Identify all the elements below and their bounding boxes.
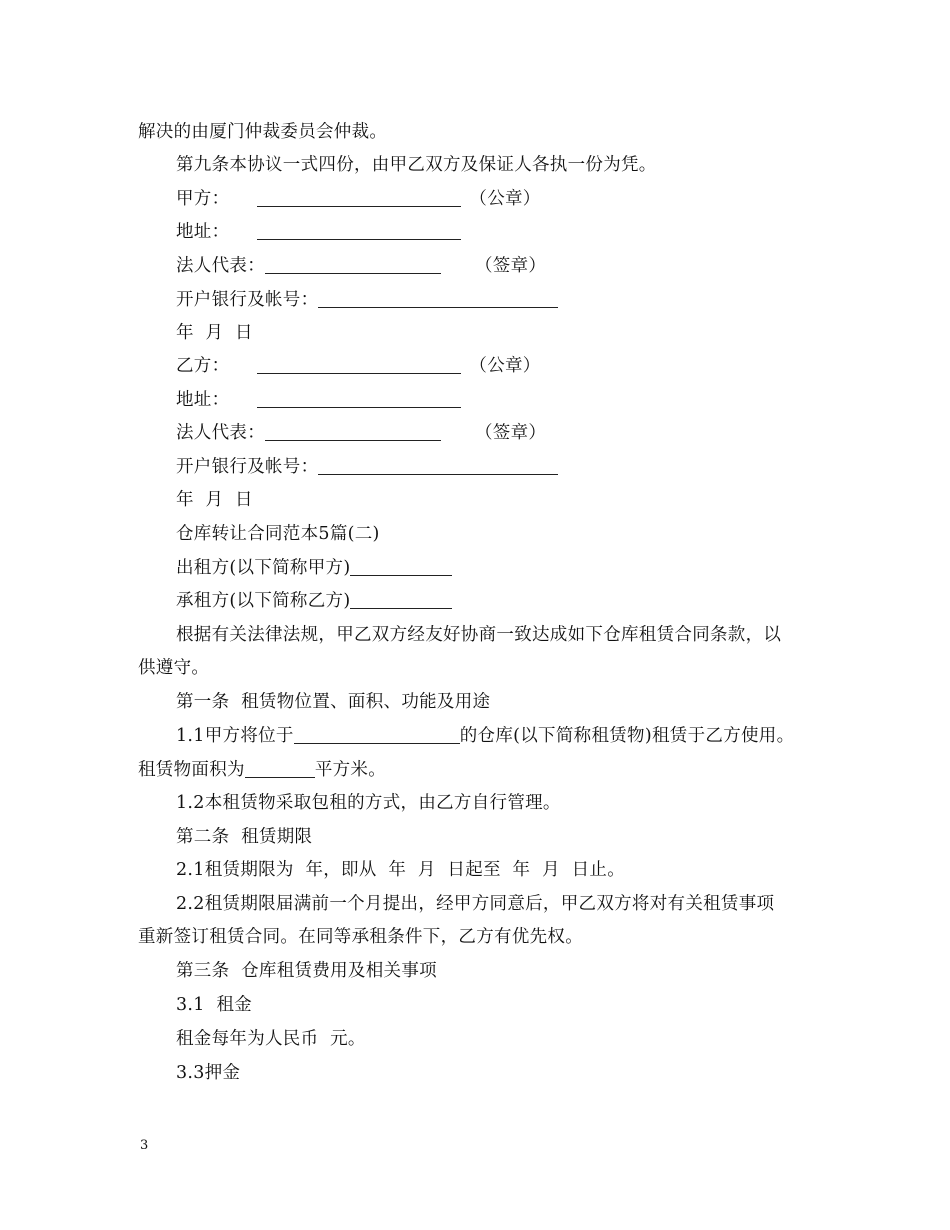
article-9: 第九条本协议一式四份，由甲乙双方及保证人各执一份为凭。 <box>176 155 657 175</box>
lessor-label: 出租方(以下简称甲方) <box>176 558 351 578</box>
party-a-address-label: 地址： <box>176 222 230 242</box>
party-a-bank-blank <box>318 289 558 308</box>
party-b-seal: （公章） <box>469 356 541 376</box>
clause-3-1: 3.1 租金 <box>176 995 253 1015</box>
article-1-heading: 第一条 租赁物位置、面积、功能及用途 <box>176 692 491 712</box>
lessor-blank <box>350 557 452 576</box>
party-a-blank <box>257 188 461 207</box>
area-unit: 平方米。 <box>314 760 387 780</box>
party-a-rep-label: 法人代表： <box>176 256 265 276</box>
clause-1-1-text-b: 的仓库(以下简称租赁物)租赁于乙方使用。 <box>459 726 795 746</box>
lessee-blank <box>350 590 452 609</box>
clause-1-2: 1.2本租赁物采取包租的方式，由乙方自行管理。 <box>176 793 561 813</box>
party-a-date: 年 月 日 <box>176 323 253 343</box>
party-b-row <box>176 354 850 378</box>
article-3-heading: 第三条 仓库租赁费用及相关事项 <box>176 961 437 981</box>
party-b-rep-row <box>176 421 850 445</box>
party-b-sign: （签章） <box>475 423 547 443</box>
section-title: 仓库转让合同范本5篇(二) <box>176 524 380 544</box>
area-label: 租赁物面积为 <box>138 760 245 780</box>
party-b-label: 乙方： <box>176 356 230 376</box>
clause-2-2-line-2: 重新签订租赁合同。在同等承租条件下，乙方有优先权。 <box>138 927 583 947</box>
party-a-rep-row <box>176 254 850 278</box>
party-b-rep-blank <box>265 422 441 441</box>
party-b-date: 年 月 日 <box>176 490 253 510</box>
clause-2-1: 2.1租赁期限为 年，即从 年 月 日起至 年 月 日止。 <box>176 860 626 880</box>
rent-line: 租金每年为人民币 元。 <box>176 1029 366 1049</box>
clause-1-1-area <box>138 758 850 782</box>
lessee-row <box>176 589 850 613</box>
intro-line-1: 根据有关法律法规，甲乙双方经友好协商一致达成如下仓库租赁合同条款，以 <box>176 625 782 645</box>
lessee-label: 承租方(以下简称乙方) <box>176 591 351 611</box>
clause-2-2-line-1: 2.2租赁期限届满前一个月提出，经甲方同意后，甲乙双方将对有关租赁事项 <box>176 894 775 914</box>
clause-1-1 <box>176 724 850 748</box>
party-b-bank-label: 开户银行及帐号： <box>176 457 319 477</box>
party-a-address-row <box>176 220 850 244</box>
intro-line-2: 供遵守。 <box>138 658 210 678</box>
paragraph-line: 解决的由厦门仲裁委员会仲裁。 <box>138 122 388 142</box>
location-blank <box>294 725 460 744</box>
article-2-heading: 第二条 租赁期限 <box>176 827 313 847</box>
party-b-bank-blank <box>318 456 558 475</box>
party-a-label: 甲方： <box>176 189 230 209</box>
party-b-address-blank <box>257 389 461 408</box>
clause-1-1-text-a: 1.1甲方将位于 <box>176 726 294 746</box>
party-b-address-label: 地址： <box>176 390 230 410</box>
party-a-bank-row <box>176 288 850 312</box>
area-blank <box>245 759 315 778</box>
party-b-blank <box>257 355 461 374</box>
party-b-address-row <box>176 388 850 412</box>
lessor-row <box>176 556 850 580</box>
page-number: 3 <box>140 1138 149 1153</box>
party-a-sign: （签章） <box>475 256 547 276</box>
party-a-bank-label: 开户银行及帐号： <box>176 290 319 310</box>
party-a-row <box>176 187 850 211</box>
party-a-seal: （公章） <box>469 189 541 209</box>
clause-3-3: 3.3押金 <box>176 1063 241 1083</box>
party-a-rep-blank <box>265 255 441 274</box>
party-a-address-blank <box>257 221 461 240</box>
party-b-rep-label: 法人代表： <box>176 423 265 443</box>
party-b-bank-row <box>176 455 850 479</box>
